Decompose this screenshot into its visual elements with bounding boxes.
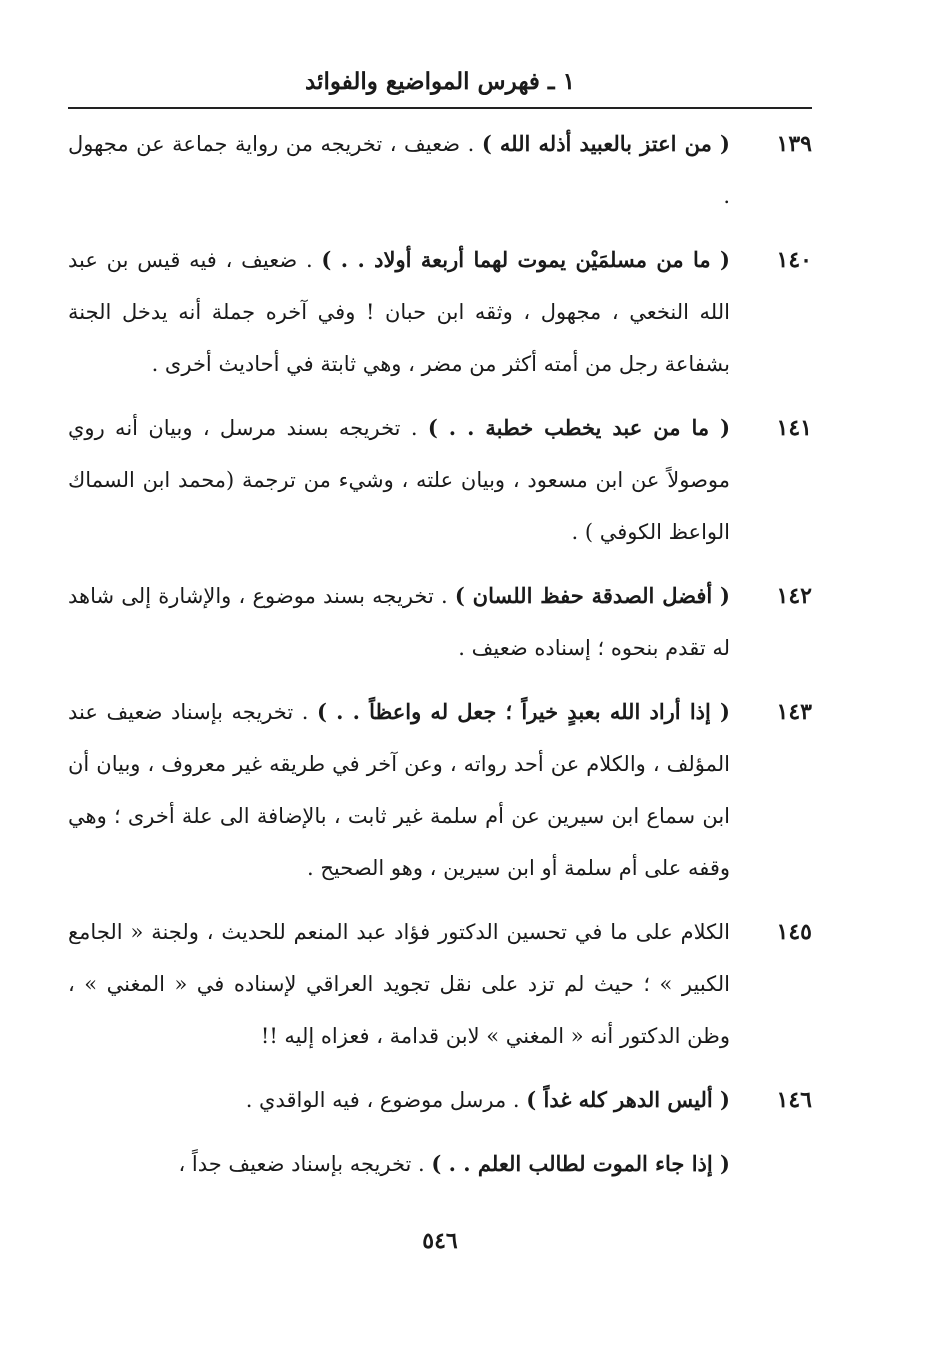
entry-number: ١٤٦	[776, 1087, 812, 1113]
page-header	[68, 62, 812, 106]
entry-description: . تخريجه بسند مرسل ، وبيان أنه روي موصولاً عن ابن مسعود ، وبيان علته ، وشيء من ترجمة (محمد ابن السماك الواعظ الكوفي ) .	[68, 416, 730, 544]
entry-text	[68, 1138, 730, 1190]
entry-hadith: ( ما من عبد يخطب خطبة . . )	[427, 415, 731, 440]
entry-text	[68, 118, 730, 222]
index-entry	[68, 1138, 812, 1190]
entry-hadith: ( أفضل الصدقة حفظ اللسان )	[454, 583, 730, 608]
index-entry	[68, 118, 812, 222]
entry-text	[68, 402, 730, 558]
entry-text	[68, 686, 730, 894]
entry-text	[68, 906, 730, 1062]
entry-hadith: ( إذا أراد الله بعبدٍ خيراً ؛ جعل له واعظاً . . )	[316, 699, 730, 724]
entry-number: ١٤٢	[776, 583, 812, 609]
entry-hadith: ( أليس الدهر كله غداً )	[526, 1087, 730, 1112]
index-entry	[68, 906, 812, 1062]
entry-text	[68, 570, 730, 674]
entry-description: الكلام على ما في تحسين الدكتور فؤاد عبد المنعم للحديث ، ولجنة « الجامع الكبير » ؛ حيث لم تزد على نقل تجويد العراقي لإسناده في « المغني » ، وظن الدكتور أنه « المغني » لابن قدامة ، فعزاه إليه !!	[68, 920, 730, 1048]
header-title: ١ ـ فهرس المواضيع والفوائد	[304, 68, 576, 95]
entry-description: . تخريجه بسند موضوع ، والإشارة إلى شاهد له تقدم بنحوه ؛ إسناده ضعيف .	[68, 584, 730, 660]
entries-list	[68, 118, 812, 1202]
index-entry	[68, 234, 812, 390]
index-entry	[68, 402, 812, 558]
page-number: ٥٤٦	[422, 1228, 458, 1254]
entry-number: ١٣٩	[776, 131, 812, 157]
index-entry	[68, 570, 812, 674]
entry-hadith: ( من اعتز بالعبيد أذله الله )	[481, 131, 730, 156]
entry-description: . ضعيف ، تخريجه من رواية جماعة عن مجهول .	[68, 132, 730, 208]
entry-number: ١٤٥	[776, 919, 812, 945]
entry-number	[730, 1138, 812, 1190]
entry-description: . تخريجه بإسناد ضعيف جداً ،	[178, 1152, 432, 1176]
index-entry	[68, 686, 812, 894]
entry-text	[68, 234, 730, 390]
entry-description: . ضعيف ، فيه قيس بن عبد الله النخعي ، مجهول ، وثقه ابن حبان ! وفي آخره جملة أنه يدخل الجنة بشفاعة رجل من أمته أكثر من مضر ، وهي ثابتة في أحاديث أخرى .	[68, 248, 730, 376]
header-rule	[68, 107, 812, 109]
entry-hadith: ( إذا جاء الموت لطالب العلم . . )	[431, 1151, 730, 1176]
entry-number: ١٤٣	[776, 699, 812, 725]
entry-description: . تخريجه بإسناد ضعيف عند المؤلف ، والكلام عن أحد رواته ، وعن آخر في طريقه غير معروف ، وبيان أن ابن سماع ابن سيرين عن أم سلمة غير ثابت ، بالإضافة الى علة أخرى ؛ وهي وقفه على أم سلمة أو ابن سيرين ، وهو الصحيح .	[68, 700, 731, 880]
entry-number: ١٤٠	[776, 247, 812, 273]
index-entry	[68, 1074, 812, 1126]
entry-text	[68, 1074, 730, 1126]
entry-description: . مرسل موضوع ، فيه الواقدي .	[245, 1088, 527, 1112]
entry-number: ١٤١	[776, 415, 812, 441]
entry-hadith: ( ما من مسلمَيْن يموت لهما أربعة أولاد . . )	[321, 247, 730, 272]
